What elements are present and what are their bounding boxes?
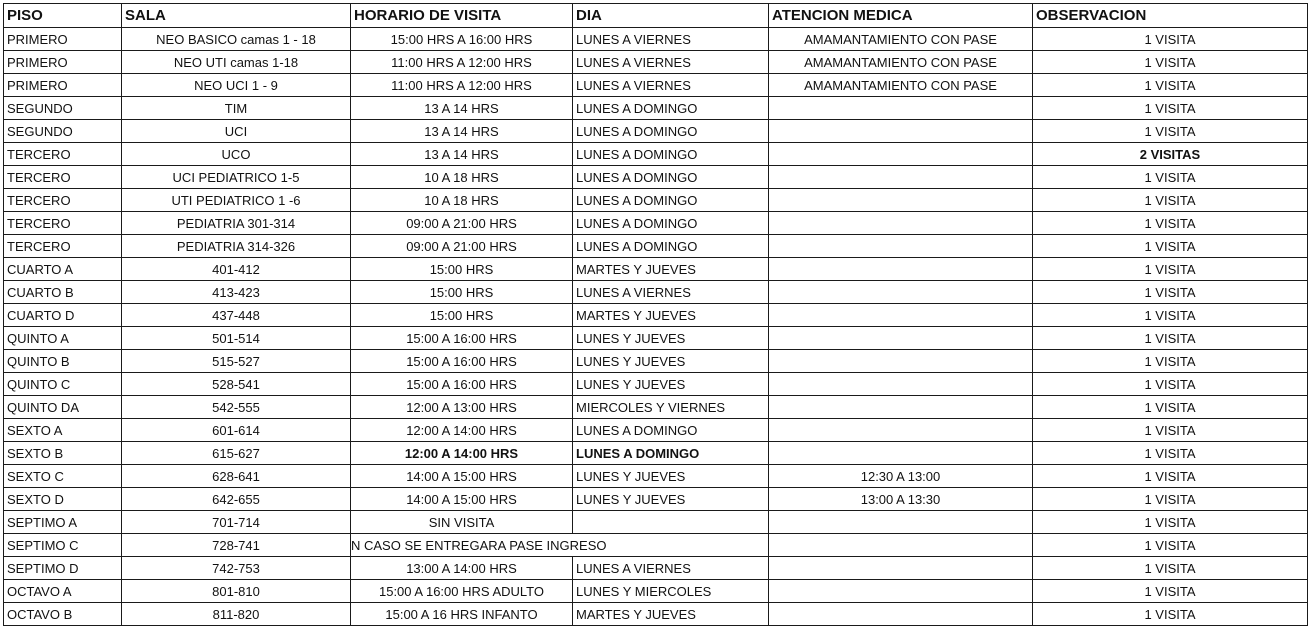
table-row [4, 580, 1308, 603]
header-piso: PISO [4, 4, 122, 28]
table-row [4, 350, 1308, 373]
cell-dia: LUNES A VIERNES [573, 281, 769, 304]
cell-horario: 15:00 A 16:00 HRS [351, 327, 573, 350]
cell-sala: TIM [122, 97, 351, 120]
cell-horario: 15:00 A 16:00 HRS [351, 373, 573, 396]
header-sala: SALA [122, 4, 351, 28]
cell-sala: 742-753 [122, 557, 351, 580]
cell-horario: 09:00 A 21:00 HRS [351, 212, 573, 235]
cell-sala: UCI [122, 120, 351, 143]
cell-sala: 437-448 [122, 304, 351, 327]
cell-atencion-medica [769, 603, 1033, 626]
cell-horario: 10 A 18 HRS [351, 189, 573, 212]
table-row [4, 534, 1308, 557]
table-row [4, 327, 1308, 350]
cell-horario: 15:00 HRS [351, 281, 573, 304]
cell-sala: 401-412 [122, 258, 351, 281]
cell-atencion-medica [769, 304, 1033, 327]
table-row [4, 465, 1308, 488]
cell-sala: 615-627 [122, 442, 351, 465]
cell-sala: NEO UCI 1 - 9 [122, 74, 351, 97]
table-row [4, 28, 1308, 51]
cell-sala: 413-423 [122, 281, 351, 304]
table-row [4, 120, 1308, 143]
cell-piso: TERCERO [4, 143, 122, 166]
cell-atencion-medica [769, 396, 1033, 419]
cell-sala: UCO [122, 143, 351, 166]
visiting-hours-table [3, 3, 1308, 626]
cell-observacion: 1 VISITA [1033, 74, 1308, 97]
cell-observacion: 1 VISITA [1033, 51, 1308, 74]
cell-dia: LUNES A DOMINGO [573, 419, 769, 442]
cell-piso: QUINTO C [4, 373, 122, 396]
table-row [4, 557, 1308, 580]
cell-atencion-medica [769, 580, 1033, 603]
cell-dia: LUNES A VIERNES [573, 51, 769, 74]
cell-observacion: 1 VISITA [1033, 97, 1308, 120]
cell-sala: UTI PEDIATRICO 1 -6 [122, 189, 351, 212]
cell-dia: LUNES A DOMINGO [573, 166, 769, 189]
cell-piso: SEGUNDO [4, 97, 122, 120]
cell-observacion: 1 VISITA [1033, 327, 1308, 350]
cell-observacion: 1 VISITA [1033, 488, 1308, 511]
table-row [4, 212, 1308, 235]
cell-piso: CUARTO D [4, 304, 122, 327]
cell-dia: MARTES Y JUEVES [573, 258, 769, 281]
cell-sala: UCI PEDIATRICO 1-5 [122, 166, 351, 189]
cell-dia: LUNES A VIERNES [573, 74, 769, 97]
cell-horario: 09:00 A 21:00 HRS [351, 235, 573, 258]
cell-observacion: 1 VISITA [1033, 442, 1308, 465]
cell-piso: QUINTO B [4, 350, 122, 373]
cell-piso: TERCERO [4, 212, 122, 235]
cell-dia: MARTES Y JUEVES [573, 304, 769, 327]
cell-dia: LUNES Y JUEVES [573, 465, 769, 488]
cell-horario: 15:00 HRS [351, 304, 573, 327]
cell-atencion-medica [769, 143, 1033, 166]
cell-piso: SEPTIMO D [4, 557, 122, 580]
cell-dia: LUNES A DOMINGO [573, 189, 769, 212]
cell-atencion-medica [769, 442, 1033, 465]
cell-piso: SEGUNDO [4, 120, 122, 143]
cell-piso: CUARTO A [4, 258, 122, 281]
table-row [4, 143, 1308, 166]
cell-observacion: 1 VISITA [1033, 557, 1308, 580]
cell-observacion: 1 VISITA [1033, 189, 1308, 212]
cell-piso: SEXTO C [4, 465, 122, 488]
cell-observacion: 1 VISITA [1033, 465, 1308, 488]
cell-piso: OCTAVO A [4, 580, 122, 603]
cell-dia: LUNES A DOMINGO [573, 143, 769, 166]
cell-sala: 542-555 [122, 396, 351, 419]
cell-atencion-medica [769, 97, 1033, 120]
cell-horario: 14:00 A 15:00 HRS [351, 488, 573, 511]
cell-observacion: 1 VISITA [1033, 511, 1308, 534]
cell-sala: 728-741 [122, 534, 351, 557]
cell-horario: 13:00 A 14:00 HRS [351, 557, 573, 580]
cell-dia: LUNES A DOMINGO [573, 97, 769, 120]
cell-atencion-medica [769, 166, 1033, 189]
cell-atencion-medica [769, 281, 1033, 304]
cell-sala: PEDIATRIA 301-314 [122, 212, 351, 235]
cell-dia: LUNES Y MIERCOLES [573, 580, 769, 603]
table-row [4, 258, 1308, 281]
cell-sala: 528-541 [122, 373, 351, 396]
cell-dia: LUNES A DOMINGO [573, 235, 769, 258]
header-row [4, 4, 1308, 28]
cell-horario: 11:00 HRS A 12:00 HRS [351, 74, 573, 97]
cell-observacion: 1 VISITA [1033, 603, 1308, 626]
cell-horario: 12:00 A 14:00 HRS [351, 419, 573, 442]
cell-horario: SIN VISITA [351, 511, 573, 534]
cell-atencion-medica: AMAMANTAMIENTO CON PASE [769, 28, 1033, 51]
cell-atencion-medica: 12:30 A 13:00 [769, 465, 1033, 488]
table-row [4, 488, 1308, 511]
cell-piso: OCTAVO B [4, 603, 122, 626]
table-row [4, 281, 1308, 304]
cell-dia: LUNES Y JUEVES [573, 350, 769, 373]
table-row [4, 396, 1308, 419]
cell-dia: LUNES A DOMINGO [573, 120, 769, 143]
table-row [4, 511, 1308, 534]
cell-observacion: 1 VISITA [1033, 212, 1308, 235]
table-row [4, 74, 1308, 97]
cell-piso: SEXTO A [4, 419, 122, 442]
cell-dia: LUNES Y JUEVES [573, 488, 769, 511]
cell-observacion: 1 VISITA [1033, 534, 1308, 557]
cell-dia: LUNES A DOMINGO [573, 212, 769, 235]
cell-atencion-medica [769, 212, 1033, 235]
table-row [4, 166, 1308, 189]
cell-horario: 15:00 A 16 HRS INFANTO [351, 603, 573, 626]
cell-piso: CUARTO B [4, 281, 122, 304]
cell-atencion-medica [769, 373, 1033, 396]
cell-horario: 14:00 A 15:00 HRS [351, 465, 573, 488]
cell-dia: MARTES Y JUEVES [573, 603, 769, 626]
cell-atencion-medica: AMAMANTAMIENTO CON PASE [769, 74, 1033, 97]
cell-observacion: 1 VISITA [1033, 304, 1308, 327]
cell-observacion: 1 VISITA [1033, 580, 1308, 603]
cell-piso: TERCERO [4, 166, 122, 189]
table-row [4, 235, 1308, 258]
cell-dia: LUNES A VIERNES [573, 557, 769, 580]
cell-observacion: 2 VISITAS [1033, 143, 1308, 166]
header-observacion: OBSERVACION [1033, 4, 1308, 28]
cell-observacion: 1 VISITA [1033, 350, 1308, 373]
cell-horario: 15:00 A 16:00 HRS [351, 350, 573, 373]
cell-piso: TERCERO [4, 189, 122, 212]
cell-piso: SEPTIMO C [4, 534, 122, 557]
header-dia: DIA [573, 4, 769, 28]
table-row [4, 189, 1308, 212]
cell-dia [573, 511, 769, 534]
cell-sala: 628-641 [122, 465, 351, 488]
cell-horario: 15:00 HRS [351, 258, 573, 281]
cell-atencion-medica [769, 534, 1033, 557]
table-row [4, 373, 1308, 396]
table-row [4, 419, 1308, 442]
cell-piso: TERCERO [4, 235, 122, 258]
cell-sala: NEO UTI camas 1-18 [122, 51, 351, 74]
cell-sala: 701-714 [122, 511, 351, 534]
cell-observacion: 1 VISITA [1033, 120, 1308, 143]
cell-observacion: 1 VISITA [1033, 258, 1308, 281]
cell-piso: PRIMERO [4, 74, 122, 97]
cell-horario: 12:00 A 14:00 HRS [351, 442, 573, 465]
cell-atencion-medica: AMAMANTAMIENTO CON PASE [769, 51, 1033, 74]
table-row [4, 442, 1308, 465]
table-row [4, 51, 1308, 74]
cell-sala: 501-514 [122, 327, 351, 350]
cell-dia: LUNES A VIERNES [573, 28, 769, 51]
cell-observacion: 1 VISITA [1033, 166, 1308, 189]
cell-horario: 10 A 18 HRS [351, 166, 573, 189]
cell-piso: PRIMERO [4, 51, 122, 74]
cell-sala: 601-614 [122, 419, 351, 442]
cell-observacion: 1 VISITA [1033, 419, 1308, 442]
table-body [4, 28, 1308, 626]
cell-horario: 11:00 HRS A 12:00 HRS [351, 51, 573, 74]
cell-atencion-medica [769, 419, 1033, 442]
cell-horario: 13 A 14 HRS [351, 143, 573, 166]
cell-dia: LUNES Y JUEVES [573, 373, 769, 396]
cell-observacion: 1 VISITA [1033, 235, 1308, 258]
cell-sala: PEDIATRIA 314-326 [122, 235, 351, 258]
cell-dia: LUNES A DOMINGO [573, 442, 769, 465]
cell-atencion-medica [769, 557, 1033, 580]
cell-piso: SEPTIMO A [4, 511, 122, 534]
cell-atencion-medica [769, 327, 1033, 350]
cell-atencion-medica [769, 189, 1033, 212]
header-atencion: ATENCION MEDICA [769, 4, 1033, 28]
cell-piso: QUINTO DA [4, 396, 122, 419]
cell-piso: SEXTO D [4, 488, 122, 511]
cell-horario: N CASO SE ENTREGARA PASE INGRESO [351, 534, 769, 557]
cell-dia: MIERCOLES Y VIERNES [573, 396, 769, 419]
cell-sala: 811-820 [122, 603, 351, 626]
cell-atencion-medica [769, 350, 1033, 373]
cell-sala: 515-527 [122, 350, 351, 373]
cell-horario: 13 A 14 HRS [351, 97, 573, 120]
cell-atencion-medica [769, 258, 1033, 281]
cell-horario: 12:00 A 13:00 HRS [351, 396, 573, 419]
table-row [4, 304, 1308, 327]
cell-observacion: 1 VISITA [1033, 396, 1308, 419]
table-row [4, 603, 1308, 626]
cell-atencion-medica: 13:00 A 13:30 [769, 488, 1033, 511]
cell-piso: SEXTO B [4, 442, 122, 465]
cell-piso: PRIMERO [4, 28, 122, 51]
cell-dia: LUNES Y JUEVES [573, 327, 769, 350]
cell-observacion: 1 VISITA [1033, 281, 1308, 304]
cell-sala: 642-655 [122, 488, 351, 511]
cell-horario: 13 A 14 HRS [351, 120, 573, 143]
cell-piso: QUINTO A [4, 327, 122, 350]
cell-sala: 801-810 [122, 580, 351, 603]
cell-observacion: 1 VISITA [1033, 28, 1308, 51]
cell-sala: NEO BASICO camas 1 - 18 [122, 28, 351, 51]
header-horario: HORARIO DE VISITA [351, 4, 573, 28]
cell-atencion-medica [769, 511, 1033, 534]
cell-horario: 15:00 A 16:00 HRS ADULTO [351, 580, 573, 603]
cell-horario: 15:00 HRS A 16:00 HRS [351, 28, 573, 51]
table-row [4, 97, 1308, 120]
cell-observacion: 1 VISITA [1033, 373, 1308, 396]
cell-atencion-medica [769, 120, 1033, 143]
cell-atencion-medica [769, 235, 1033, 258]
